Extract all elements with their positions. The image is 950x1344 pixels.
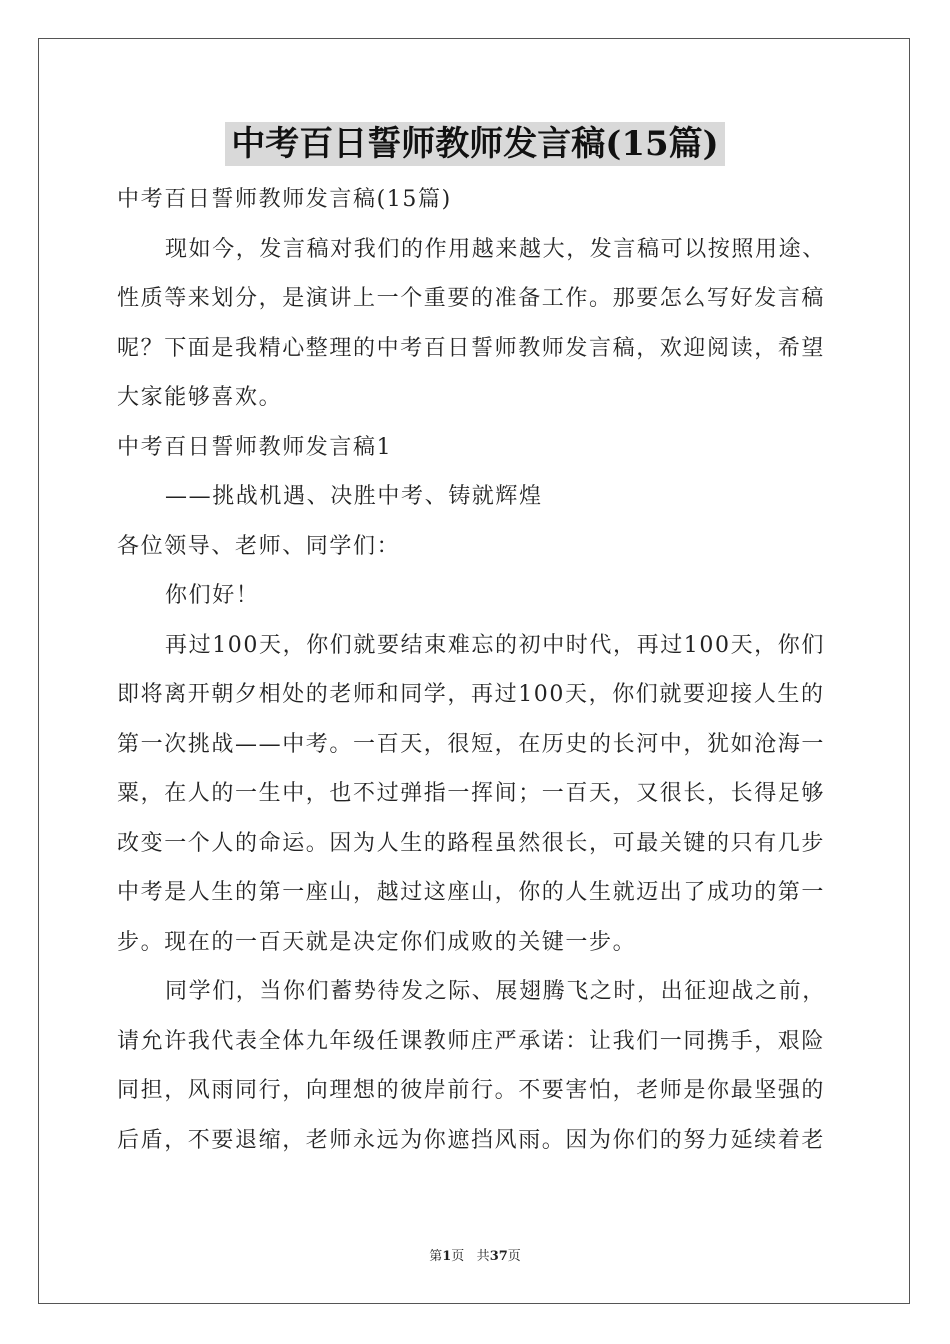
paragraph-line: 即将离开朝夕相处的老师和同学，再过100天，你们就要迎接人生的	[117, 682, 825, 707]
paragraph-line: 现如今，发言稿对我们的作用越来越大，发言稿可以按照用途、	[165, 236, 826, 262]
paragraph-line: 同担，风雨同行，向理想的彼岸前行。不要害怕，老师是你最坚强的	[117, 1078, 826, 1103]
total-suffix: 页	[507, 1249, 521, 1264]
page-suffix: 页	[451, 1249, 465, 1264]
title-container	[0, 122, 950, 166]
section-heading: 中考百日誓师教师发言稿1	[117, 434, 393, 460]
paragraph-line: 改变一个人的命运。因为人生的路程虽然很长，可最关键的只有几步	[117, 830, 826, 856]
paragraph-line: 请允许我代表全体九年级任课教师庄严承诺：让我们一同携手，艰险	[117, 1028, 826, 1054]
subtitle-line: 中考百日誓师教师发言稿(15篇)	[117, 187, 452, 212]
page-number: 1	[442, 1249, 452, 1264]
page-footer	[0, 1245, 950, 1264]
section-subtitle: ——挑战机遇、决胜中考、铸就辉煌	[165, 484, 543, 509]
greeting-line: 你们好！	[165, 583, 260, 608]
paragraph-line: 同学们，当你们蓄势待发之际、展翅腾飞之时，出征迎战之前，	[165, 979, 826, 1004]
salutation-line: 各位领导、老师、同学们：	[117, 533, 401, 559]
total-pages: 37	[489, 1249, 508, 1264]
paragraph-line: 性质等来划分，是演讲上一个重要的准备工作。那要怎么写好发言稿	[117, 286, 826, 311]
paragraph-line: 中考是人生的第一座山，越过这座山，你的人生就迈出了成功的第一	[117, 880, 826, 905]
document-body	[117, 178, 835, 1168]
paragraph-line: 第一次挑战——中考。一百天，很短，在历史的长河中，犹如沧海一	[117, 731, 826, 757]
paragraph-line: 再过100天，你们就要结束难忘的初中时代，再过100天，你们	[165, 632, 825, 658]
total-prefix: 共	[476, 1249, 490, 1264]
document-title: 中考百日誓师教师发言稿(15篇)	[225, 122, 725, 166]
paragraph-line: 大家能够喜欢。	[117, 385, 283, 410]
paragraph-line: 后盾，不要退缩，老师永远为你遮挡风雨。因为你们的努力延续着老	[117, 1127, 826, 1153]
page-prefix: 第	[429, 1249, 443, 1264]
paragraph-line: 呢？下面是我精心整理的中考百日誓师教师发言稿，欢迎阅读，希望	[117, 335, 826, 361]
paragraph-line: 粟，在人的一生中，也不过弹指一挥间；一百天，又很长，长得足够	[117, 781, 826, 806]
paragraph-line: 步。现在的一百天就是决定你们成败的关键一步。	[117, 929, 637, 955]
